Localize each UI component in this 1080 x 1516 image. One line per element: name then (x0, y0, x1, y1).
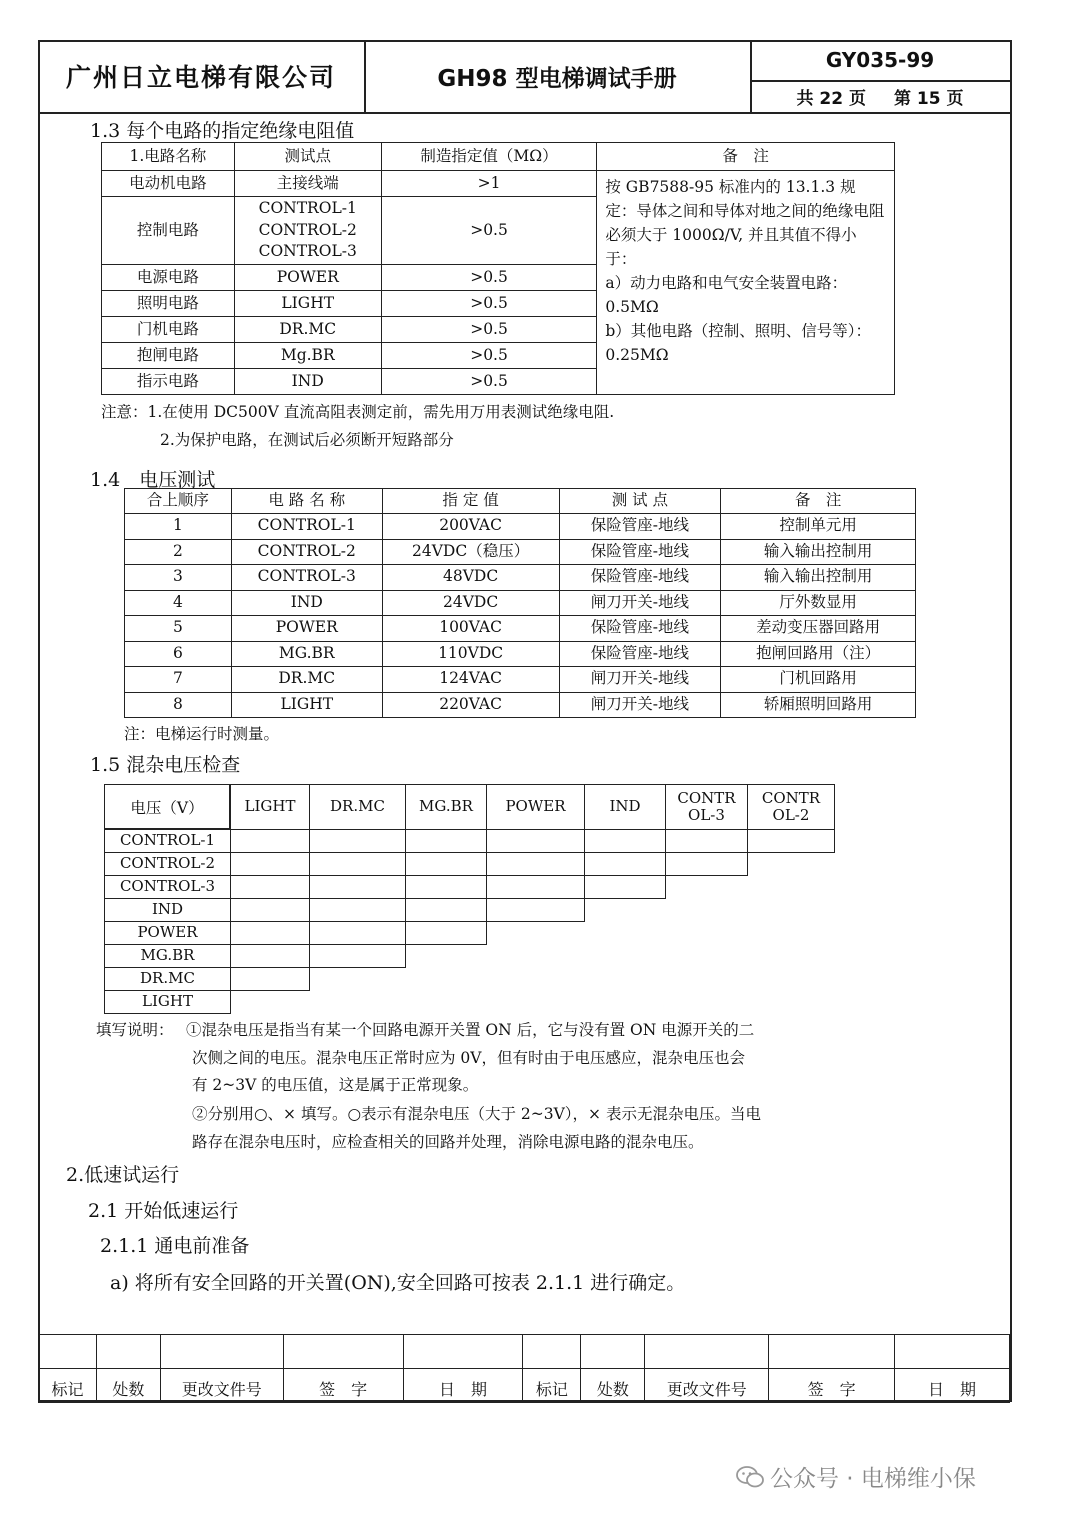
grid-col-header: IND (584, 784, 666, 830)
grid-cell[interactable] (405, 875, 487, 899)
grid-row-header: POWER (104, 921, 231, 945)
grid-col-header: LIGHT (230, 784, 310, 830)
watermark-text: 公众号 · 电梯维小保 (770, 1466, 976, 1492)
table-cell: 220VAC (382, 692, 559, 718)
grid-col-header: CONTR OL-2 (747, 784, 835, 830)
table-cell: 输入输出控制用 (721, 539, 916, 565)
table-cell: CONTROL-1 (231, 514, 382, 540)
grid-cell[interactable] (230, 852, 310, 876)
table-cell: 控制单元用 (721, 514, 916, 540)
revision-footer (38, 1334, 1010, 1402)
grid-cell[interactable] (486, 898, 585, 922)
section-2-1-1-title: 2.1.1 通电前准备 (100, 1235, 250, 1257)
table-cell: >0.5 (381, 197, 597, 265)
table-cell: 110VDC (382, 641, 559, 667)
table-cell: CONTROL-2 (231, 539, 382, 565)
table-cell: 保险管座-地线 (559, 616, 721, 642)
footer-label: 签 字 (769, 1369, 895, 1403)
table-cell: 48VDC (382, 565, 559, 591)
table-cell: 电源电路 (102, 265, 235, 291)
footer-label: 日 期 (403, 1369, 523, 1403)
table-cell: 闸刀开关-地线 (559, 692, 721, 718)
table-cell: 差动变压器回路用 (721, 616, 916, 642)
col-header: 测试点 (234, 143, 381, 171)
grid-cell[interactable] (584, 875, 666, 899)
footer-label: 更改文件号 (645, 1369, 769, 1403)
instructions-label: 填写说明： (96, 1021, 174, 1039)
grid-cell[interactable] (309, 898, 406, 922)
footer-label: 日 期 (895, 1369, 1010, 1403)
table-cell: >0.5 (381, 317, 597, 343)
table-cell: LIGHT (231, 692, 382, 718)
section-1-5-title: 1.5 混杂电压检查 (90, 754, 241, 776)
table-cell: 保险管座-地线 (559, 641, 721, 667)
col-header: 制造指定值（MΩ） (381, 143, 597, 171)
instruction-line: 次侧之间的电压。混杂电压正常时应为 0V，但有时由于电压感应，混杂电压也会 (192, 1049, 745, 1067)
footer-label: 标记 (523, 1369, 581, 1403)
grid-row-header: MG.BR (104, 944, 231, 968)
grid-cell[interactable] (584, 852, 666, 876)
table-cell: 4 (125, 590, 232, 616)
table-cell: 24VDC (382, 590, 559, 616)
table-cell: 100VAC (382, 616, 559, 642)
instruction-line: ①混杂电压是指当有某一个回路电源开关置 ON 后，它与没有置 ON 电源开关的二 (186, 1021, 755, 1039)
table-cell: IND (231, 590, 382, 616)
grid-cell[interactable] (309, 875, 406, 899)
grid-cell[interactable] (230, 944, 310, 968)
wechat-icon (736, 1466, 764, 1488)
grid-cell[interactable] (665, 829, 748, 853)
watermark (736, 1460, 976, 1493)
grid-cell[interactable] (405, 852, 487, 876)
table-cell: LIGHT (234, 291, 381, 317)
insulation-table (101, 142, 895, 395)
instruction-line: 有 2~3V 的电压值，这是属于正常现象。 (192, 1076, 479, 1094)
table-cell: POWER (231, 616, 382, 642)
grid-cell[interactable] (230, 967, 310, 991)
grid-cell[interactable] (584, 829, 666, 853)
grid-cell[interactable] (405, 829, 487, 853)
table-cell: 闸刀开关-地线 (559, 667, 721, 693)
table-cell: 控制电路 (102, 197, 235, 265)
total-pages: 共 22 页 (796, 88, 866, 109)
table-cell: MG.BR (231, 641, 382, 667)
table-cell: 抱闸回路用（注） (721, 641, 916, 667)
table-cell: 保险管座-地线 (559, 539, 721, 565)
grid-cell[interactable] (309, 852, 406, 876)
table-cell: 门机电路 (102, 317, 235, 343)
footer-label: 标记 (39, 1369, 97, 1403)
section-2-title: 2.低速试运行 (66, 1164, 180, 1186)
grid-cell[interactable] (230, 898, 310, 922)
section-1-4-note: 注：电梯运行时测量。 (124, 725, 280, 743)
grid-cell[interactable] (405, 898, 487, 922)
col-header: 1.电路名称 (102, 143, 235, 171)
table-cell: 200VAC (382, 514, 559, 540)
table-cell: 指示电路 (102, 369, 235, 395)
table-cell: 5 (125, 616, 232, 642)
mixed-voltage-grid (104, 784, 844, 1014)
table-cell: 照明电路 (102, 291, 235, 317)
section-2-1-title: 2.1 开始低速运行 (88, 1200, 239, 1222)
table-cell: DR.MC (234, 317, 381, 343)
grid-row-header: IND (104, 898, 231, 922)
table-cell: 8 (125, 692, 232, 718)
table-cell: 保险管座-地线 (559, 514, 721, 540)
grid-col-header: MG.BR (405, 784, 487, 830)
grid-row-header: DR.MC (104, 967, 231, 991)
document-code: GY035-99 (750, 40, 1010, 82)
grid-col-header: CONTR OL-3 (665, 784, 748, 830)
grid-cell[interactable] (486, 875, 585, 899)
grid-cell[interactable] (747, 829, 835, 853)
col-header: 指 定 值 (382, 489, 559, 514)
grid-col-header: DR.MC (309, 784, 406, 830)
grid-cell[interactable] (486, 829, 585, 853)
table-cell: 厅外数显用 (721, 590, 916, 616)
grid-cell[interactable] (230, 921, 310, 945)
col-header: 电 路 名 称 (231, 489, 382, 514)
page-info (750, 80, 1010, 112)
voltage-table (124, 488, 916, 718)
page-number: 第 15 页 (894, 88, 964, 109)
footer-label: 处数 (581, 1369, 645, 1403)
table-cell: POWER (234, 265, 381, 291)
col-header: 备 注 (721, 489, 916, 514)
col-header: 测 试 点 (559, 489, 721, 514)
table-cell: CONTROL-1 CONTROL-2 CONTROL-3 (234, 197, 381, 265)
table-cell: 闸刀开关-地线 (559, 590, 721, 616)
table-cell: 抱闸电路 (102, 343, 235, 369)
table-cell: Mg.BR (234, 343, 381, 369)
instruction-line: ②分别用○、× 填写。○表示有混杂电压（大于 2~3V），× 表示无混杂电压。当电 (192, 1105, 761, 1123)
footer-label: 处数 (96, 1369, 160, 1403)
grid-cell[interactable] (665, 852, 748, 876)
table-cell: CONTROL-3 (231, 565, 382, 591)
grid-cell[interactable] (230, 829, 310, 853)
section-1-3-note-1: 注意：1.在使用 DC500V 直流高阻表测定前，需先用万用表测试绝缘电阻. (101, 403, 615, 421)
grid-corner: 电压（V） (104, 784, 230, 829)
table-cell: DR.MC (231, 667, 382, 693)
table-cell: >0.5 (381, 291, 597, 317)
grid-cell[interactable] (486, 852, 585, 876)
table-cell: 主接线端 (234, 171, 381, 197)
grid-row-header: CONTROL-3 (104, 875, 231, 899)
grid-cell[interactable] (309, 944, 406, 968)
section-1-3-note-2: 2.为保护电路，在测试后必须断开短路部分 (160, 431, 454, 449)
table-cell: 2 (125, 539, 232, 565)
table-cell: 输入输出控制用 (721, 565, 916, 591)
table-cell: 24VDC（稳压） (382, 539, 559, 565)
section-1-3-title: 1.3 每个电路的指定绝缘电阻值 (90, 120, 355, 142)
grid-cell[interactable] (309, 829, 406, 853)
footer-label: 更改文件号 (160, 1369, 283, 1403)
table-cell: 1 (125, 514, 232, 540)
table-cell: >1 (381, 171, 597, 197)
table-cell: 3 (125, 565, 232, 591)
document-header (38, 40, 1012, 114)
table-cell: 门机回路用 (721, 667, 916, 693)
grid-row-header: LIGHT (104, 990, 231, 1014)
grid-row-header: CONTROL-2 (104, 852, 231, 876)
col-header: 合上顺序 (125, 489, 232, 514)
table-cell: 124VAC (382, 667, 559, 693)
grid-cell[interactable] (405, 921, 487, 945)
manual-title: GH98 型电梯调试手册 (364, 40, 752, 112)
section-1-4-title: 1.4 电压测试 (90, 469, 216, 491)
table-cell: >0.5 (381, 343, 597, 369)
table-cell: >0.5 (381, 369, 597, 395)
section-2-item-a: a) 将所有安全回路的开关置(ON),安全回路可按表 2.1.1 进行确定。 (110, 1272, 686, 1294)
table-cell: 7 (125, 667, 232, 693)
instruction-line: 路存在混杂电压时，应检查相关的回路并处理，消除电源电路的混杂电压。 (192, 1133, 704, 1151)
table-cell: >0.5 (381, 265, 597, 291)
table-cell: 电动机电路 (102, 171, 235, 197)
company-name: 广州日立电梯有限公司 (38, 40, 366, 112)
table-cell: 6 (125, 641, 232, 667)
grid-cell[interactable] (230, 875, 310, 899)
grid-cell[interactable] (309, 921, 406, 945)
remark-cell: 按 GB7588-95 标准内的 13.1.3 规定：导体之间和导体对地之间的绝缘电阻必须大于 1000Ω/V, 并且其值不得小于： a）动力电路和电气安全装置电路：0.5MΩ b）其他电路（控制、照明、信号等）：0.25MΩ (597, 171, 895, 395)
col-header: 备 注 (597, 143, 895, 171)
table-cell: IND (234, 369, 381, 395)
grid-row-header: CONTROL-1 (104, 829, 231, 853)
table-cell: 保险管座-地线 (559, 565, 721, 591)
footer-label: 签 字 (283, 1369, 403, 1403)
table-cell: 轿厢照明回路用 (721, 692, 916, 718)
grid-col-header: POWER (486, 784, 585, 830)
